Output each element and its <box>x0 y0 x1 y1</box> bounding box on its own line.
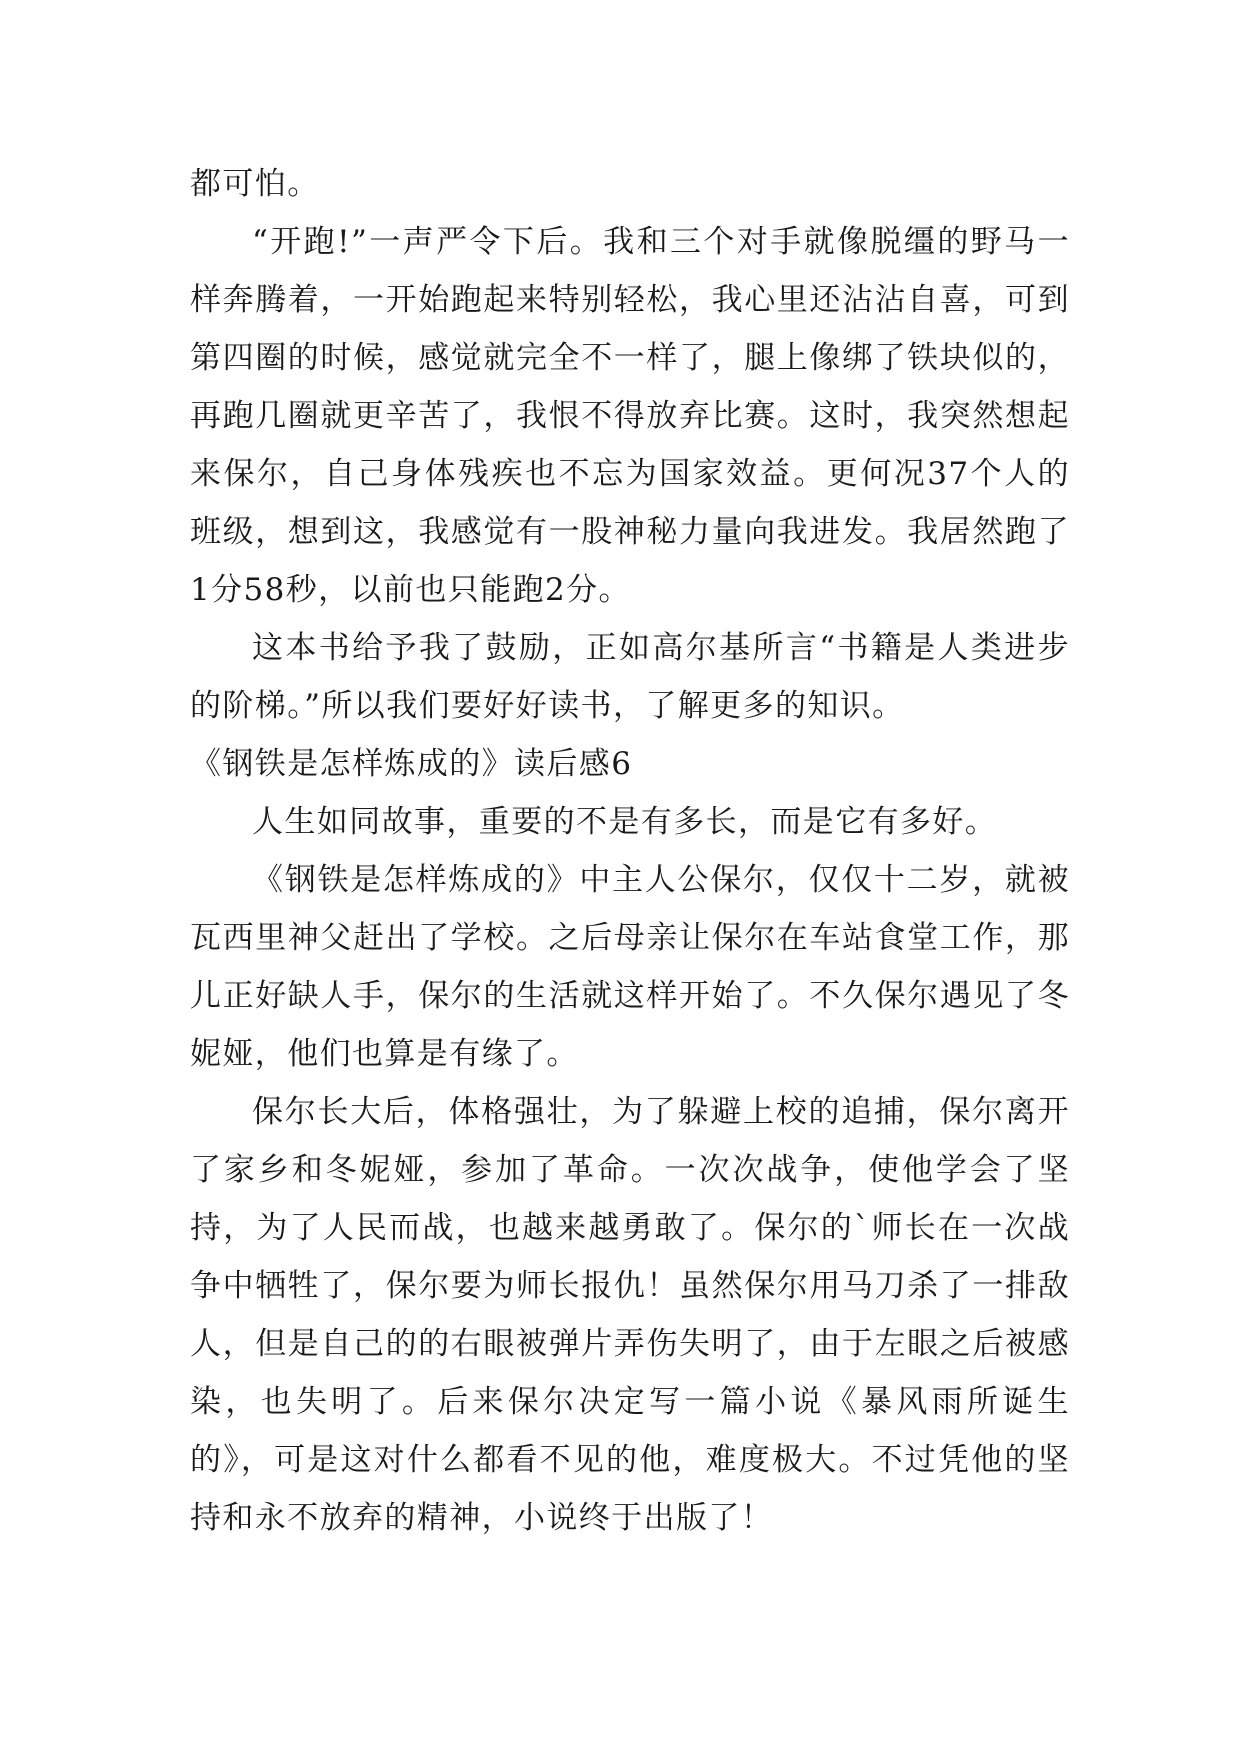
paragraph-encouragement: 这本书给予我了鼓励，正如高尔基所言“书籍是人类进步的阶梯。”所以我们要好好读书，了解更多的知识。 <box>190 630 1070 724</box>
paragraph-pavel-childhood: 《钢铁是怎样炼成的》中主人公保尔，仅仅十二岁，就被瓦西里神父赶出了学校。之后母亲让保尔在车站食堂工作，那儿正好缺人手，保尔的生活就这样开始了。不久保尔遇见了冬妮娅，他们也算是有缘了。 <box>190 862 1070 1072</box>
paragraph-life-story: 人生如同故事，重要的不是有多长，而是它有多好。 <box>252 804 998 840</box>
paragraph-pavel-revolution: 保尔长大后，体格强壮，为了躲避上校的追捕，保尔离开了家乡和冬妮娅，参加了革命。一次次战争，使他学会了坚持，为了人民而战，也越来越勇敢了。保尔的`师长在一次战争中牺牲了，保尔要为师长报仇！虽然保尔用马刀杀了一排敌人，但是自己的的右眼被弹片弄伤失明了，由于左眼之后被感染，也失明了。后来保尔决定写一篇小说《暴风雨所诞生的》，可是这对什么都看不见的他，难度极大。不过凭他的坚持和永不放弃的精神，小说终于出版了！ <box>190 1094 1070 1536</box>
body-text <box>190 155 1070 1547</box>
paragraph-race: “开跑!”一声严令下后。我和三个对手就像脱缰的野马一样奔腾着，一开始跑起来特别轻松，我心里还沾沾自喜，可到第四圈的时候，感觉就完全不一样了，腿上像绑了铁块似的，再跑几圈就更辛苦了，我恨不得放弃比赛。这时，我突然想起来保尔，自己身体残疾也不忘为国家效益。更何况37个人的班级，想到这，我感觉有一股神秘力量向我进发。我居然跑了1分58秒，以前也只能跑2分。 <box>190 224 1070 608</box>
section-heading: 《钢铁是怎样炼成的》读后感6 <box>190 746 633 782</box>
paragraph-continuation: 都可怕。 <box>190 166 320 202</box>
